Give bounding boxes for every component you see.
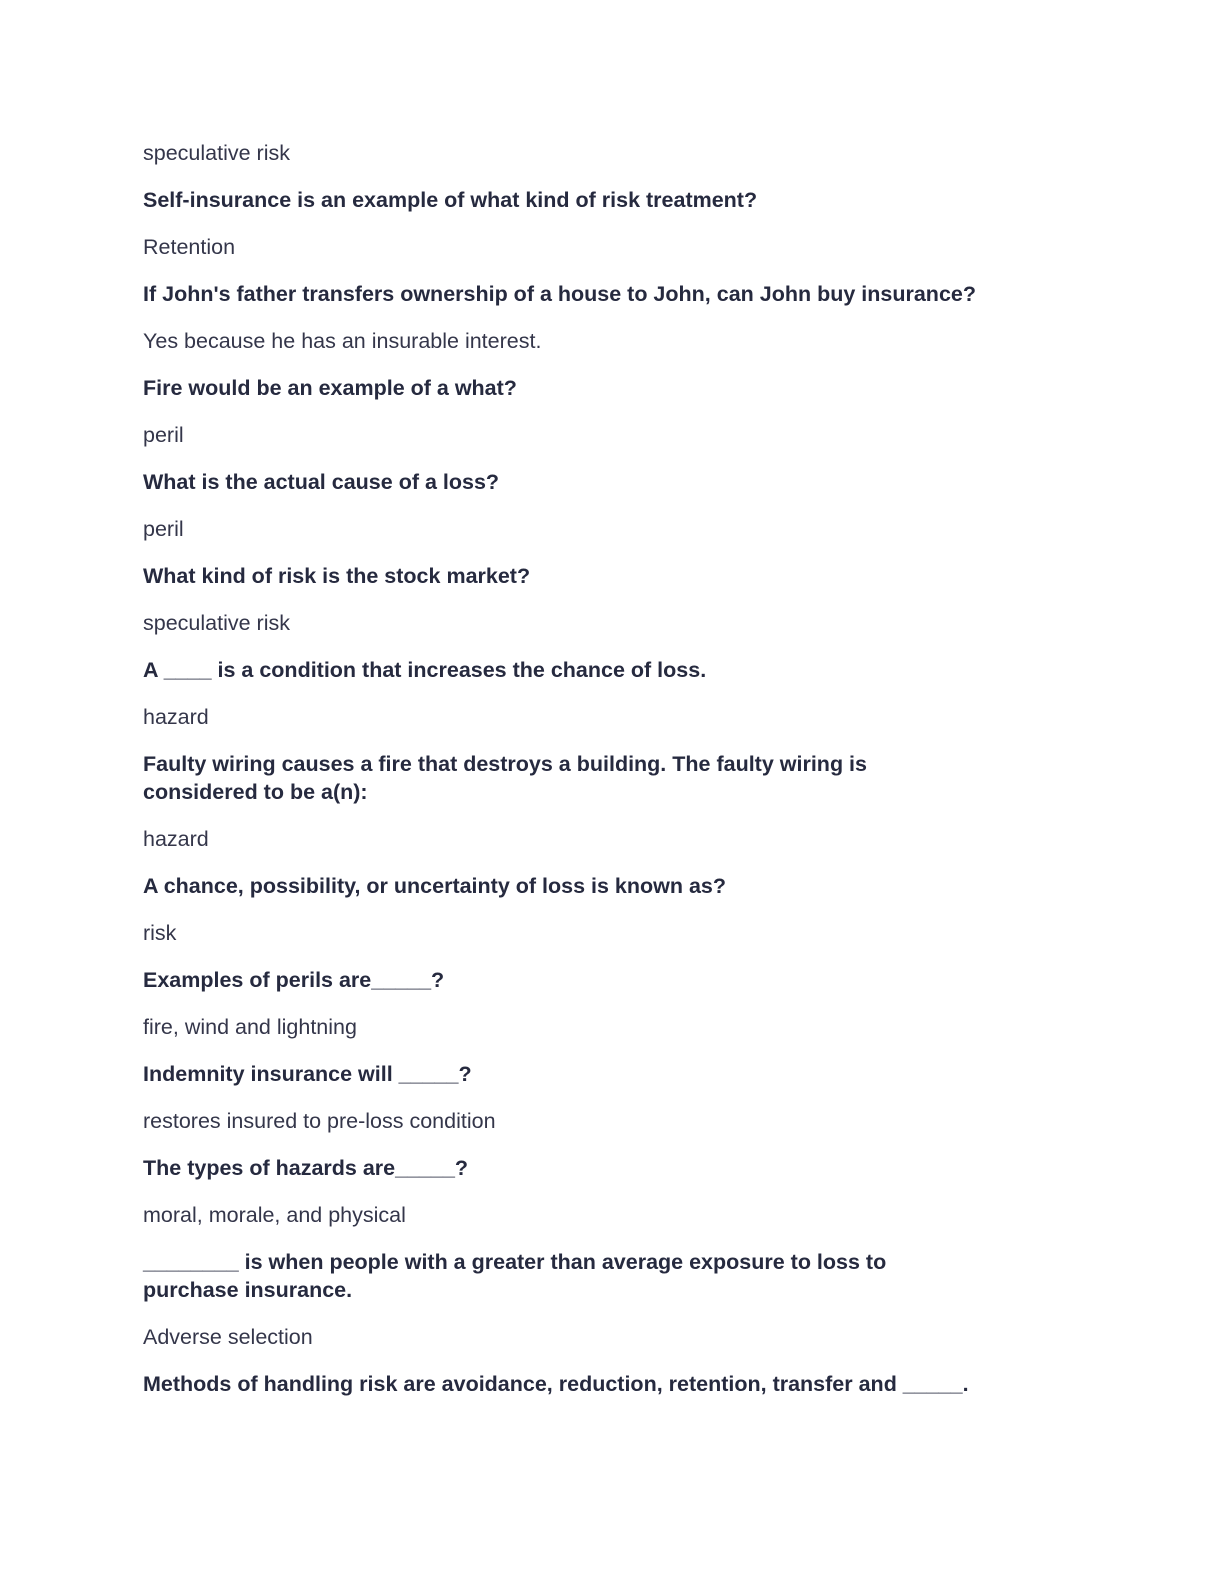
answer-text: Retention <box>143 235 236 259</box>
answer-text: Yes because he has an insurable interest. <box>143 329 542 353</box>
question-text: Self-insurance is an example of what kind of risk treatment? <box>143 188 758 212</box>
question-text: What is the actual cause of a loss? <box>143 470 500 494</box>
question-text: ________ is when people with a greater than average exposure to loss to purchase insurance. <box>143 1250 887 1302</box>
question-text: Methods of handling risk are avoidance, reduction, retention, transfer and _____. <box>143 1372 969 1396</box>
question-text: A ____ is a condition that increases the chance of loss. <box>143 658 707 682</box>
document-page <box>143 139 1083 1417</box>
answer-text: speculative risk <box>143 611 290 635</box>
answer-text: peril <box>143 517 184 541</box>
question-text: The types of hazards are_____? <box>143 1156 469 1180</box>
answer-text: speculative risk <box>143 141 290 165</box>
answer-text: moral, morale, and physical <box>143 1203 406 1227</box>
question-text: If John's father transfers ownership of a house to John, can John buy insurance? <box>143 282 976 306</box>
answer-text: hazard <box>143 705 209 729</box>
question-text: Examples of perils are_____? <box>143 968 445 992</box>
answer-text: Adverse selection <box>143 1325 313 1349</box>
answer-text: peril <box>143 423 184 447</box>
question-text: Indemnity insurance will _____? <box>143 1062 472 1086</box>
answer-text: hazard <box>143 827 209 851</box>
question-text: Fire would be an example of a what? <box>143 376 517 400</box>
answer-text: restores insured to pre-loss condition <box>143 1109 496 1133</box>
answer-text: risk <box>143 921 177 945</box>
question-text: What kind of risk is the stock market? <box>143 564 531 588</box>
answer-text: fire, wind and lightning <box>143 1015 357 1039</box>
question-text: Faulty wiring causes a fire that destroys a building. The faulty wiring is considered to be a(n): <box>143 752 867 804</box>
question-text: A chance, possibility, or uncertainty of loss is known as? <box>143 874 727 898</box>
